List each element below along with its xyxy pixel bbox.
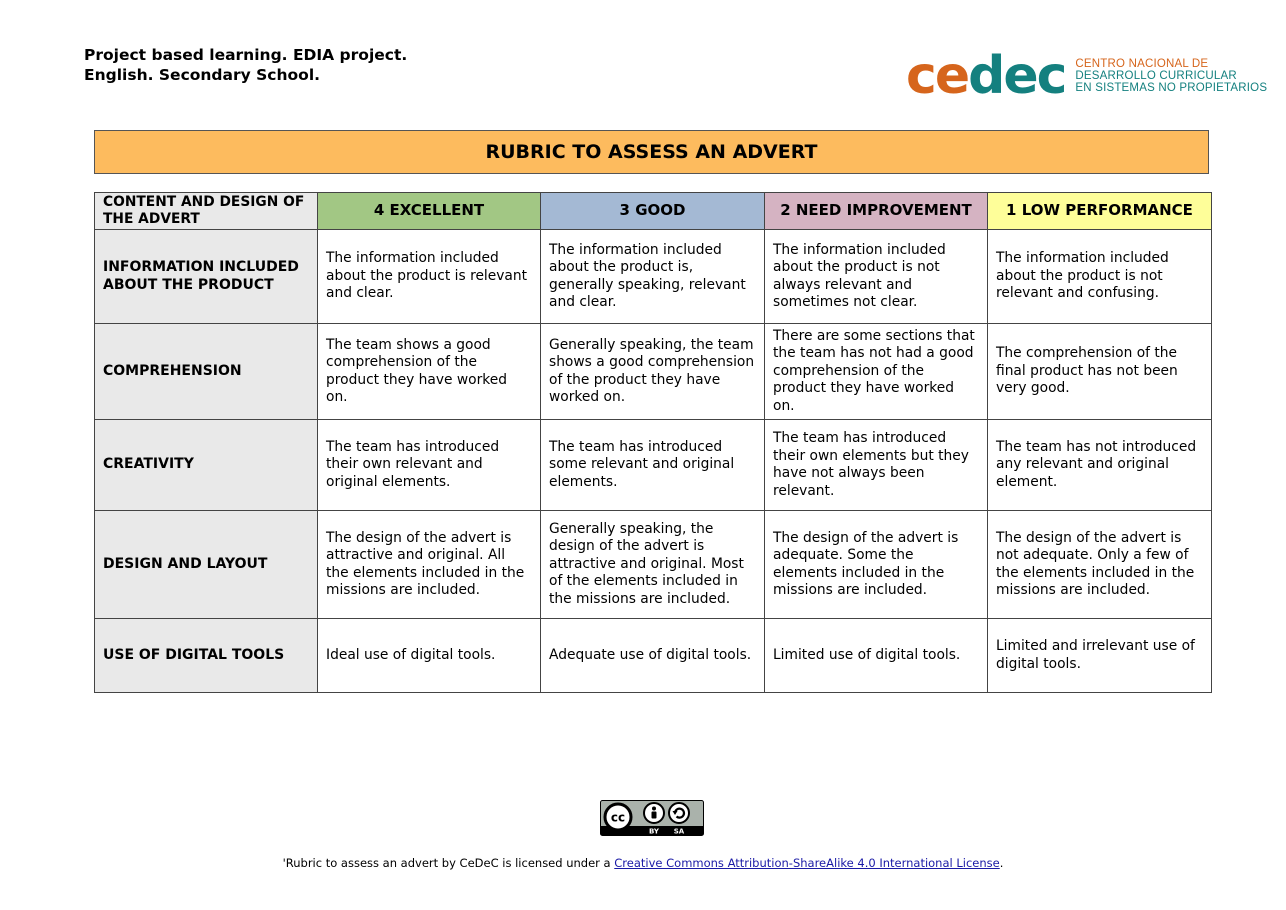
license-footer bbox=[0, 856, 1286, 870]
cc-label: cc bbox=[610, 810, 626, 825]
document-header bbox=[84, 45, 407, 85]
criterion-comprehension: COMPREHENSION bbox=[95, 324, 318, 420]
cell-comprehension-need-improvement: There are some sections that the team has not had a good comprehension of the product they have worked on. bbox=[765, 324, 988, 420]
logo-wordmark-dec: dec bbox=[968, 46, 1066, 106]
cell-information-need-improvement: The information included about the product is not always relevant and sometimes not clear. bbox=[765, 230, 988, 324]
cell-design-excellent: The design of the advert is attractive and original. All the elements included in the missions are included. bbox=[318, 511, 541, 619]
by-label: BY bbox=[648, 827, 660, 836]
cell-design-low-performance: The design of the advert is not adequate. Only a few of the elements included in the missions are included. bbox=[988, 511, 1212, 619]
rubric-title: RUBRIC TO ASSESS AN ADVERT bbox=[94, 130, 1209, 174]
criterion-design-layout: DESIGN AND LAYOUT bbox=[95, 511, 318, 619]
license-suffix: . bbox=[999, 856, 1004, 870]
cell-digital-need-improvement: Limited use of digital tools. bbox=[765, 619, 988, 693]
level-header-low-performance: 1 LOW PERFORMANCE bbox=[988, 193, 1212, 230]
table-header-row bbox=[95, 193, 1212, 230]
sa-label: SA bbox=[673, 827, 685, 836]
logo-subtitle-line-2: DESARROLLO CURRICULAR bbox=[1075, 70, 1237, 82]
logo-wordmark bbox=[906, 46, 1066, 106]
cell-creativity-low-performance: The team has not introduced any relevant and original element. bbox=[988, 420, 1212, 511]
criterion-digital-tools: USE OF DIGITAL TOOLS bbox=[95, 619, 318, 693]
criterion-information: INFORMATION INCLUDED ABOUT THE PRODUCT bbox=[95, 230, 318, 324]
corner-header: CONTENT AND DESIGN OF THE ADVERT bbox=[95, 193, 318, 230]
criterion-creativity: CREATIVITY bbox=[95, 420, 318, 511]
header-line-1: Project based learning. EDIA project. bbox=[84, 46, 408, 64]
table-row bbox=[95, 324, 1212, 420]
level-header-good: 3 GOOD bbox=[541, 193, 765, 230]
cell-creativity-excellent: The team has introduced their own relevant and original elements. bbox=[318, 420, 541, 511]
cell-comprehension-good: Generally speaking, the team shows a good comprehension of the product they have worked on. bbox=[541, 324, 765, 420]
table-row bbox=[95, 619, 1212, 693]
cell-comprehension-excellent: The team shows a good comprehension of the product they have worked on. bbox=[318, 324, 541, 420]
cell-creativity-need-improvement: The team has introduced their own elements but they have not always been relevant. bbox=[765, 420, 988, 511]
header-line-2: English. Secondary School. bbox=[84, 66, 321, 84]
cell-information-good: The information included about the product is, generally speaking, relevant and clear. bbox=[541, 230, 765, 324]
license-prefix: 'Rubric to assess an advert by CeDeC is licensed under a bbox=[282, 856, 615, 870]
level-header-need-improvement: 2 NEED IMPROVEMENT bbox=[765, 193, 988, 230]
cedec-logo bbox=[906, 46, 1268, 106]
cell-design-need-improvement: The design of the advert is adequate. Some the elements included in the missions are included. bbox=[765, 511, 988, 619]
cell-digital-good: Adequate use of digital tools. bbox=[541, 619, 765, 693]
cell-information-excellent: The information included about the product is relevant and clear. bbox=[318, 230, 541, 324]
level-header-excellent: 4 EXCELLENT bbox=[318, 193, 541, 230]
rubric-table bbox=[94, 192, 1212, 693]
cell-design-good: Generally speaking, the design of the advert is attractive and original. Most of the elements included in the missions are included. bbox=[541, 511, 765, 619]
cell-comprehension-low-performance: The comprehension of the final product has not been very good. bbox=[988, 324, 1212, 420]
table-row bbox=[95, 511, 1212, 619]
cell-digital-low-performance: Limited and irrelevant use of digital tools. bbox=[988, 619, 1212, 693]
cell-information-low-performance: The information included about the product is not relevant and confusing. bbox=[988, 230, 1212, 324]
logo-wordmark-ce: ce bbox=[906, 46, 969, 106]
table-row bbox=[95, 230, 1212, 324]
logo-subtitle-line-1: CENTRO NACIONAL DE bbox=[1075, 58, 1209, 70]
cell-creativity-good: The team has introduced some relevant and original elements. bbox=[541, 420, 765, 511]
share-alike-icon bbox=[669, 803, 689, 823]
logo-subtitle bbox=[1075, 58, 1267, 94]
license-link[interactable]: Creative Commons Attribution-ShareAlike 4.0 International License bbox=[614, 856, 1000, 870]
cc-by-sa-badge[interactable] bbox=[600, 800, 704, 840]
cell-digital-excellent: Ideal use of digital tools. bbox=[318, 619, 541, 693]
logo-subtitle-line-3: EN SISTEMAS NO PROPIETARIOS bbox=[1075, 82, 1268, 94]
table-row bbox=[95, 420, 1212, 511]
